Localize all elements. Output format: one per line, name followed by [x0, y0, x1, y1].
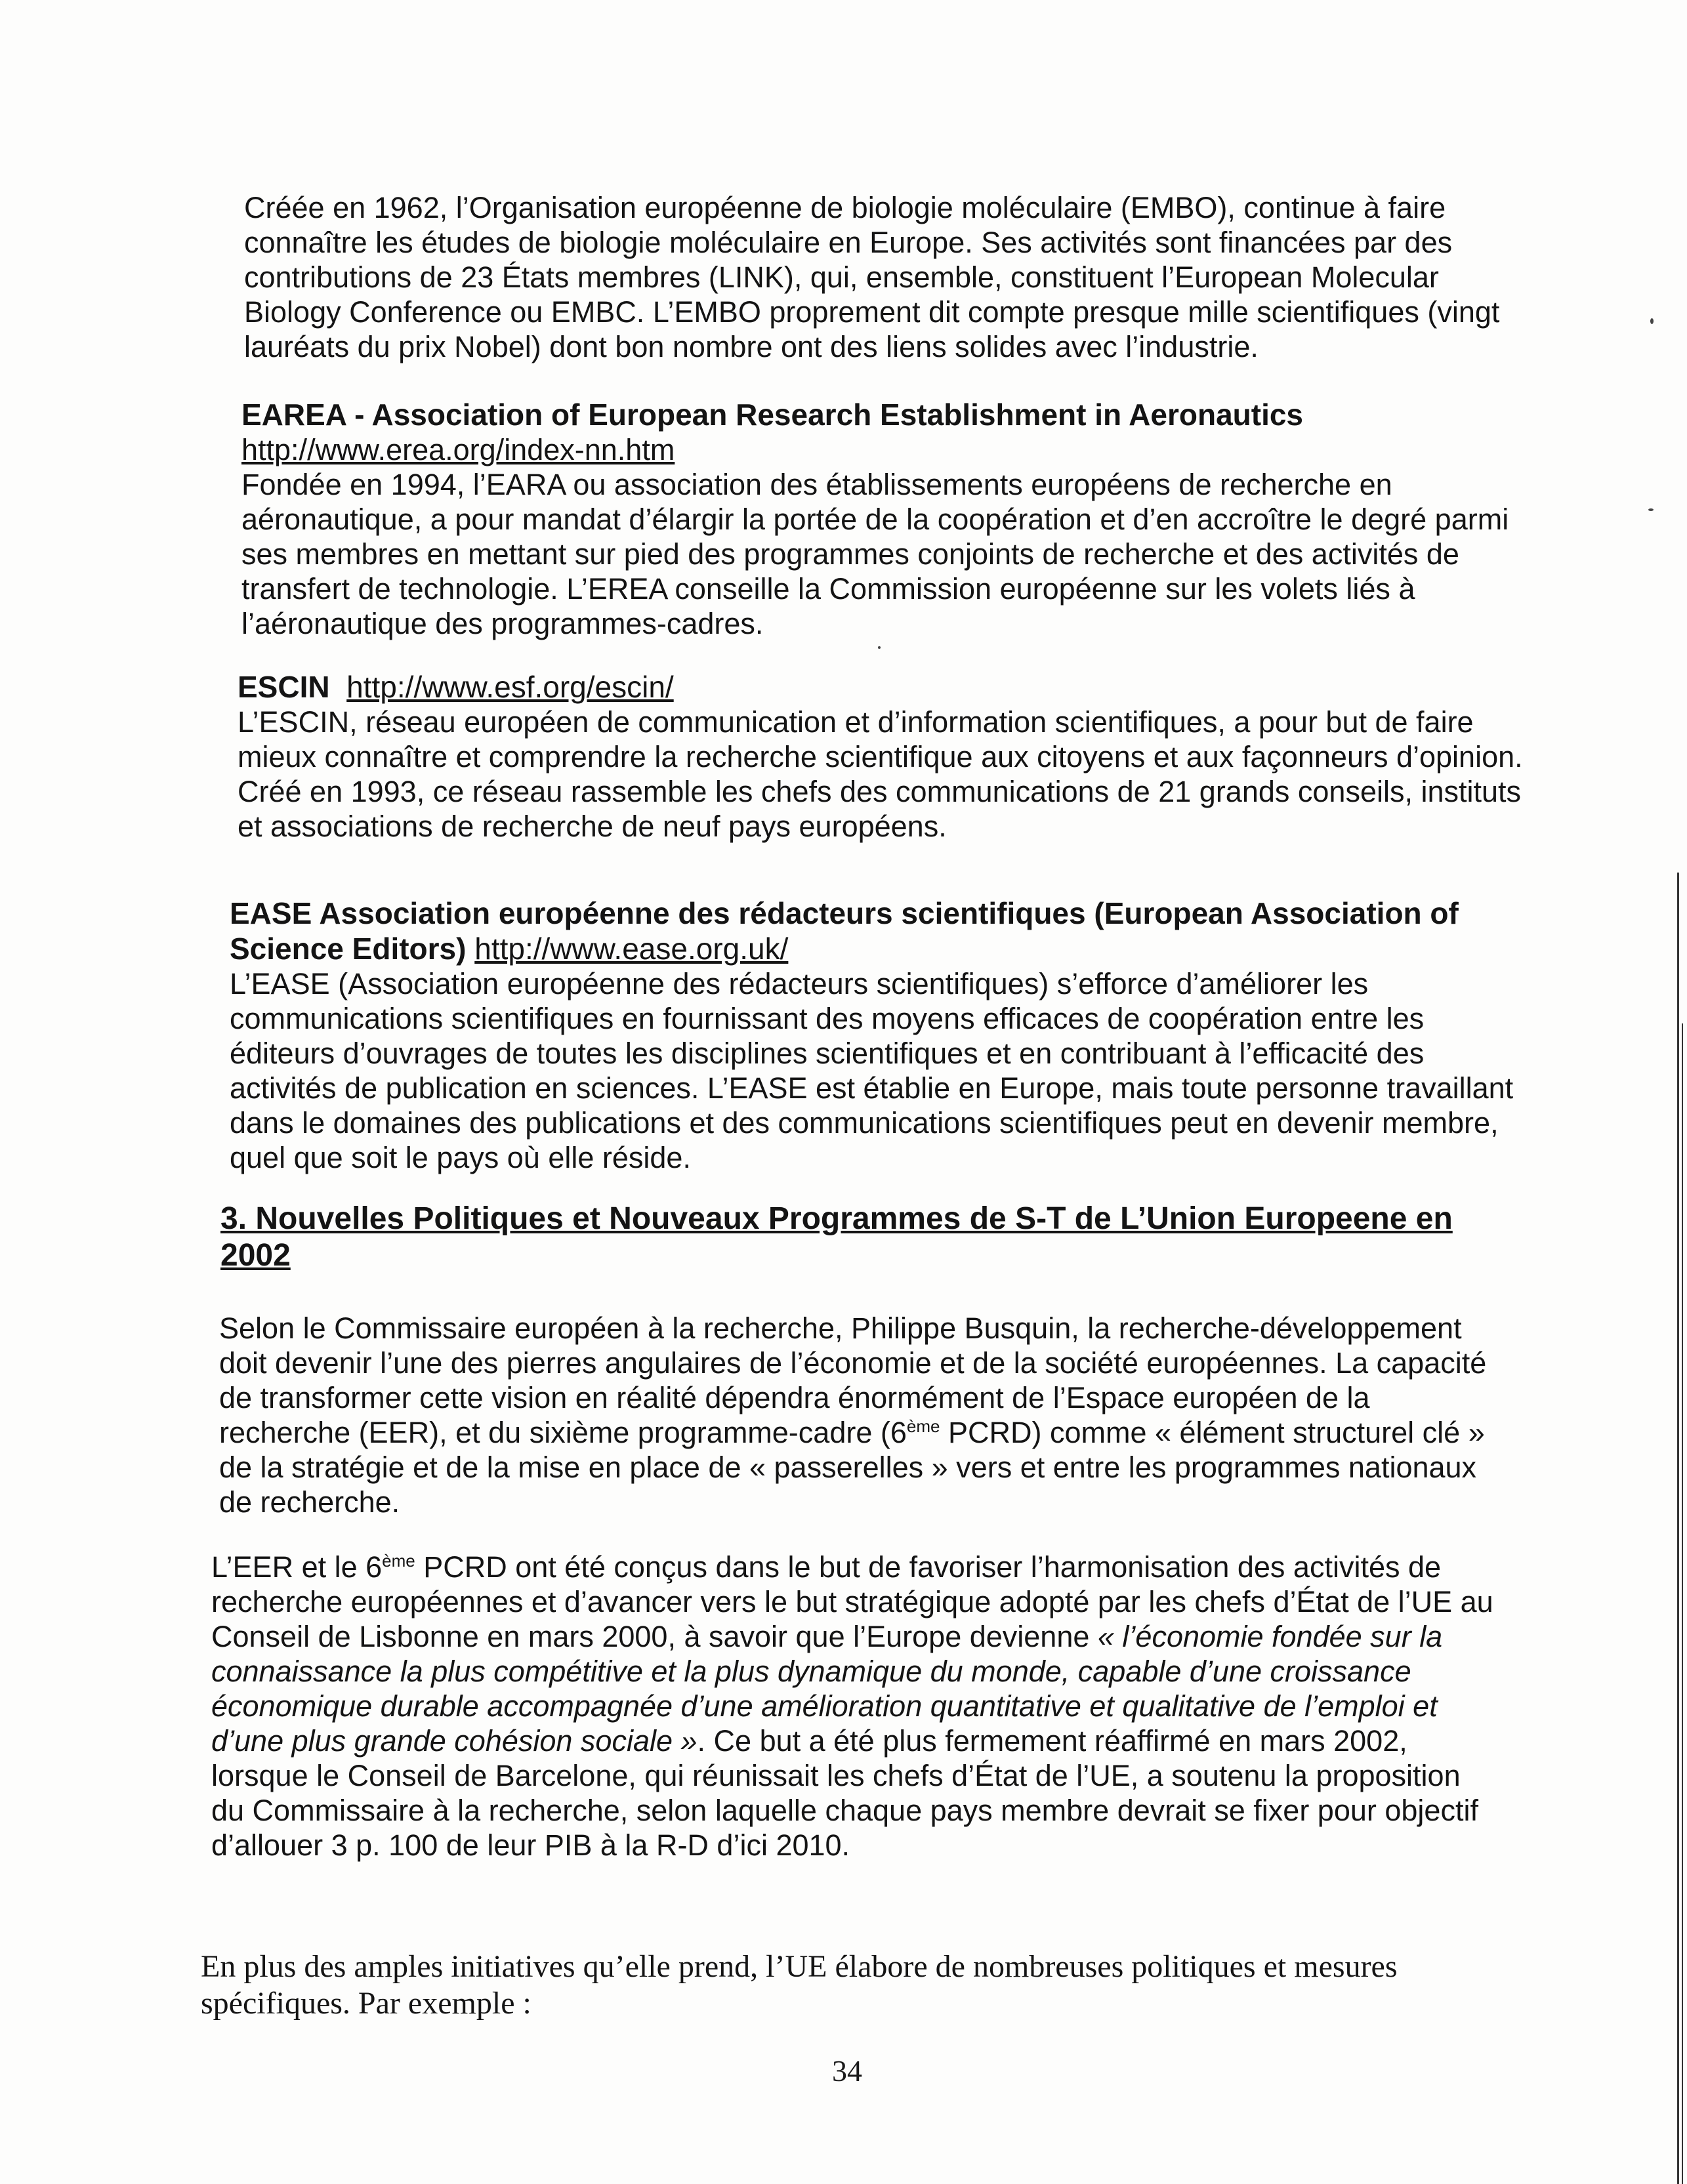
scan-edge-line-2	[1682, 1023, 1683, 2184]
section3-paragraph-1	[219, 1311, 1505, 1519]
para2-superscript: ème	[382, 1551, 415, 1571]
embo-paragraph: Créée en 1962, l’Organisation européenne de biologie moléculaire (EMBO), continue à faire connaître les études de biologie moléculaire en Europe. Ses activités sont financées par des contributions de 23 États membres (LINK), qui, ensemble, constituent l’European Molecular Biology Conference ou EMBC. L’EMBO proprement dit compte presque mille scientifiques (vingt lauréats du prix Nobel) dont bon nombre ont des liens solides avec l’industrie.	[244, 191, 1500, 363]
section3-para1-block	[219, 1311, 1505, 1519]
earea-link[interactable]: http://www.erea.org/index-nn.htm	[241, 433, 675, 466]
earea-paragraph: Fondée en 1994, l’EARA ou association des établissements européens de recherche en aéronautique, a pour mandat d’élargir la portée de la coopération et d’en accroître le degré parmi ses membres en mettant sur pied des programmes conjoints de recherche et des activités de transfert de technologie. L’EREA conseille la Commission européenne sur les volets liés à l’aéronautique des programmes-cadres.	[241, 468, 1509, 640]
section3-para2-block	[211, 1550, 1497, 1863]
para2-quote: « l’économie fondée sur la connaissance la plus compétitive et la plus dynamique du monde, capable d’une croissance économique durable accompagnée d’une amélioration quantitative et qualitative de l’emploi et d’une plus grande cohésion sociale »	[211, 1620, 1443, 1758]
section3-paragraph-3: En plus des amples initiatives qu’elle prend, l’UE élabore de nombreuses politiques et mesures spécifiques. Par exemple :	[201, 1949, 1398, 2021]
ease-link[interactable]: http://www.ease.org.uk/	[474, 932, 789, 966]
earea-section	[241, 397, 1528, 641]
scan-speck	[1650, 318, 1654, 324]
scan-speck-3	[878, 646, 881, 649]
escin-heading-line	[238, 669, 1524, 705]
escin-section	[238, 669, 1524, 844]
para2-text-a: L’EER et le 6	[211, 1550, 383, 1584]
section3-title-block	[220, 1201, 1507, 1274]
escin-link[interactable]: http://www.esf.org/escin/	[346, 670, 674, 704]
ease-heading: EASE Association européenne des rédacteurs scientifiques (European Association of Science Editors)	[230, 896, 1459, 966]
scan-speck-2	[1648, 508, 1654, 511]
scan-edge-line	[1677, 873, 1679, 2184]
para2-text-b: PCRD ont été conçus dans le but de favoriser l’harmonisation des activités de recherche européennes et d’avancer vers le but stratégique adopté par les chefs d’État de l’UE au Conseil de Lisbonne en mars 2000, à savoir que l’Europe devienne	[211, 1550, 1493, 1653]
para1-superscript: ème	[906, 1416, 940, 1436]
earea-heading: EAREA - Association of European Research Establishment in Aeronautics	[241, 398, 1304, 432]
embo-section	[244, 190, 1530, 364]
section3-paragraph-2	[211, 1550, 1497, 1863]
page-number: 34	[832, 2054, 862, 2088]
ease-heading-line	[230, 896, 1516, 966]
ease-paragraph: L’EASE (Association européenne des rédacteurs scientifiques) s’efforce d’améliorer les communications scientifiques en fournissant des moyens efficaces de coopération entre les éditeurs d’ouvrages de toutes les disciplines scientifiques et en contribuant à l’efficacité des activités de publication en sciences. L’EASE est établie en Europe, mais toute personne travaillant dans le domaines des publications et des communications scientifiques peut en devenir membre, quel que soit le pays où elle réside.	[230, 967, 1514, 1174]
para1-text-b: PCRD) comme « élément structurel clé » de la stratégie et de la mise en place de « passerelles » vers et entre les programmes nationaux de recherche.	[219, 1416, 1485, 1519]
section3-para3-block	[201, 1917, 1487, 2053]
escin-heading: ESCIN	[238, 670, 330, 704]
escin-paragraph: L’ESCIN, réseau européen de communication et d’information scientifiques, a pour but de faire mieux connaître et comprendre la recherche scientifique aux citoyens et aux façonneurs d’opinion. Créé en 1993, ce réseau rassemble les chefs des communications de 21 grands conseils, instituts et associations de recherche de neuf pays européens.	[238, 705, 1523, 843]
section-title: 3. Nouvelles Politiques et Nouveaux Programmes de S-T de L’Union Europeene en 2002	[220, 1201, 1453, 1273]
ease-section	[230, 896, 1516, 1175]
para2-text-c: . Ce but a été plus fermement réaffirmé en mars 2002, lorsque le Conseil de Barcelone, qui réunissait les chefs d’État de l’UE, a soutenu la proposition du Commissaire à la recherche, selon laquelle chaque pays membre devrait se fixer pour objectif d’allouer 3 p. 100 de leur PIB à la R-D d’ici 2010.	[211, 1724, 1478, 1862]
para1-text-a: Selon le Commissaire européen à la recherche, Philippe Busquin, la recherche-développement doit devenir l’une des pierres angulaires de l’économie et de la société européennes. La capacité de transformer cette vision en réalité dépendra énormément de l’Espace européen de la recherche (EER), et du sixième programme-cadre (6	[219, 1311, 1487, 1449]
